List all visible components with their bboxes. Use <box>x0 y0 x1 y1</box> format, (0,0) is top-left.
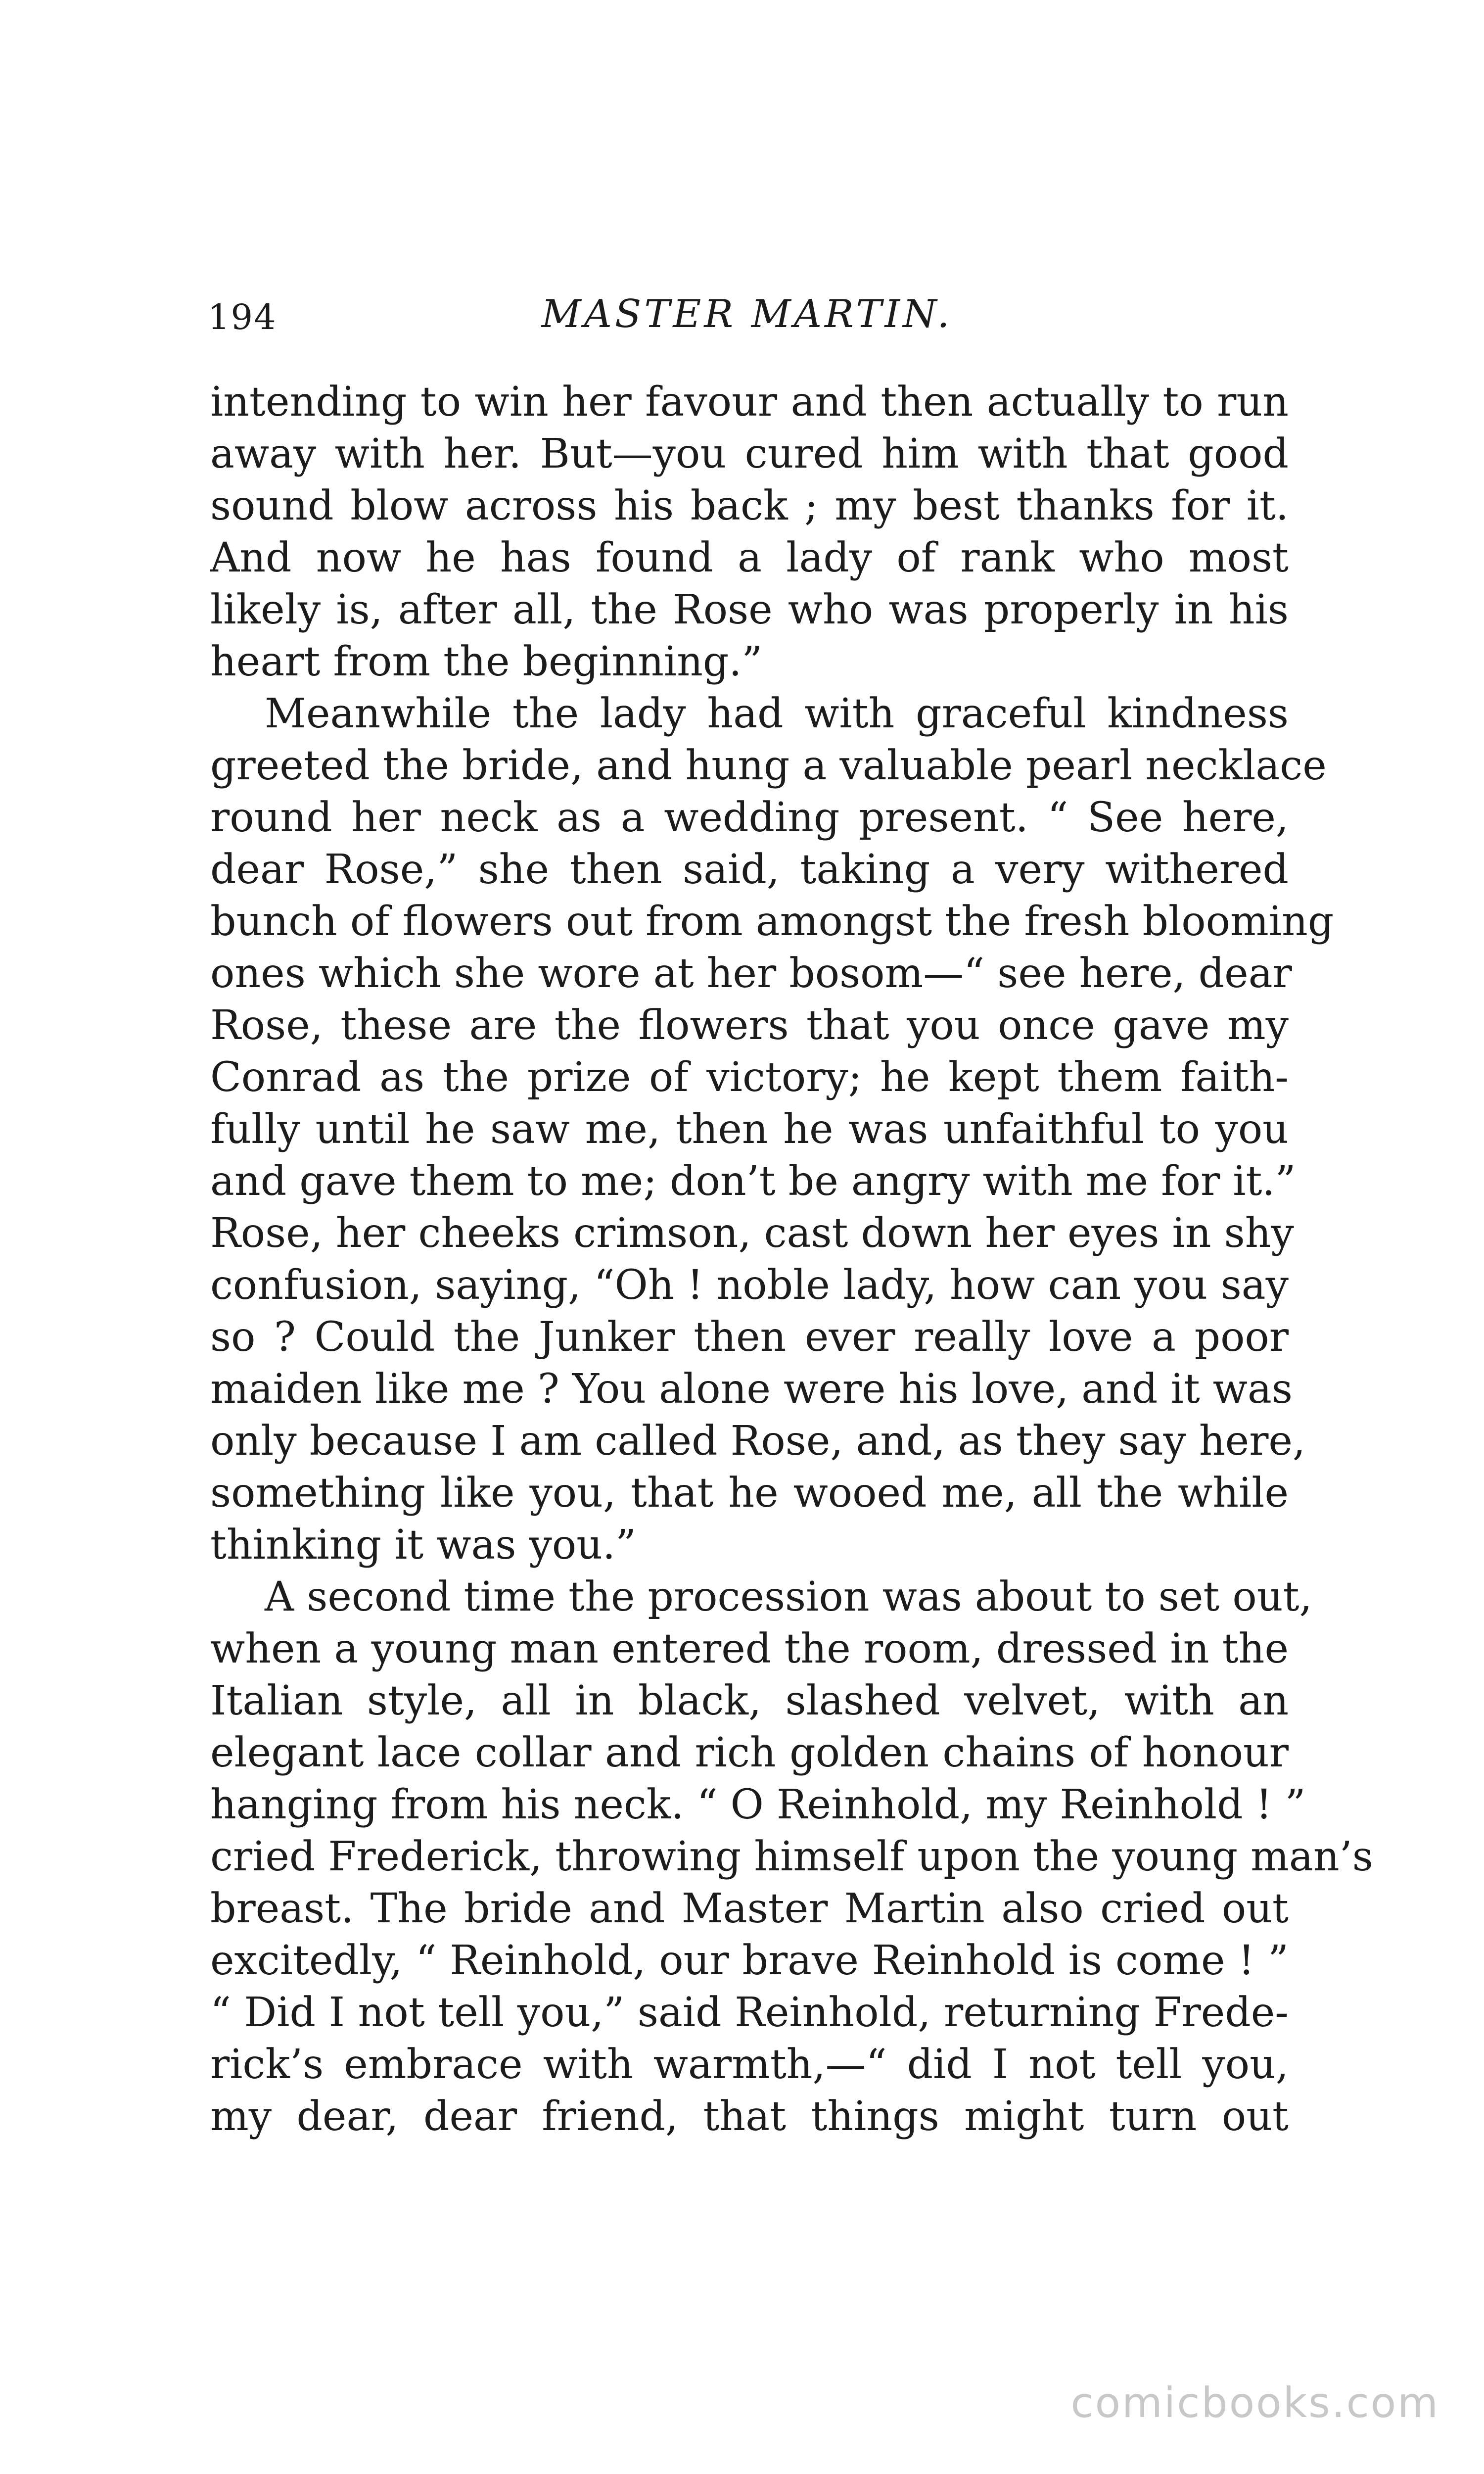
text-line: ones which she wore at her bosom—“ see here, dear <box>210 950 1292 997</box>
text-line: Rose, her cheeks crimson, cast down her eyes in shy <box>210 1210 1294 1257</box>
text-line: heart from the beginning.” <box>210 638 763 685</box>
text-line: bunch of flowers out from amongst the fresh blooming <box>210 898 1334 945</box>
page-header <box>208 292 1286 351</box>
text-line: rick’s embrace with warmth,—“ did I not tell you, <box>210 2041 1289 2088</box>
text-line: something like you, that he wooed me, all the while <box>210 1470 1289 1517</box>
text-line: cried Frederick, throwing himself upon the young man’s <box>210 1833 1373 1880</box>
text-line: likely is, after all, the Rose who was properly in his <box>210 586 1289 633</box>
text-line: Rose, these are the flowers that you once gave my <box>210 1002 1289 1049</box>
text-line: so ? Could the Junker then ever really love a poor <box>210 1314 1289 1361</box>
text-line: and gave them to me; don’t be angry with me for it.” <box>210 1158 1296 1205</box>
text-line: sound blow across his back ; my best thanks for it. <box>210 482 1289 529</box>
text-line: away with her. But—you cured him with that good <box>210 430 1289 477</box>
text-line: “ Did I not tell you,” said Reinhold, returning Frede- <box>210 1989 1289 2036</box>
text-line: confusion, saying, “Oh ! noble lady, how can you say <box>210 1262 1289 1309</box>
text-line: only because I am called Rose, and, as they say here, <box>210 1418 1305 1465</box>
text-line: round her neck as a wedding present. “ See here, <box>210 794 1289 841</box>
text-line: Meanwhile the lady had with graceful kindness <box>265 690 1289 737</box>
text-line: elegant lace collar and rich golden chains of honour <box>210 1729 1289 1776</box>
body-text <box>210 376 1373 2142</box>
text-line: when a young man entered the room, dressed in the <box>210 1625 1289 1672</box>
text-line: intending to win her favour and then actually to run <box>210 379 1289 426</box>
text-line: breast. The bride and Master Martin also cried out <box>210 1885 1289 1932</box>
text-line: hanging from his neck. “ O Reinhold, my Reinhold ! ” <box>210 1781 1306 1828</box>
text-line: fully until he saw me, then he was unfaithful to you <box>210 1106 1289 1153</box>
text-line: A second time the procession was about to set out, <box>265 1573 1312 1620</box>
text-line: Italian style, all in black, slashed velvet, with an <box>210 1677 1289 1724</box>
text-line: thinking it was you.” <box>210 1522 637 1569</box>
text-line: excitedly, “ Reinhold, our brave Reinhold is come ! ” <box>210 1937 1289 1984</box>
watermark: comicbooks.com <box>1070 2379 1439 2427</box>
text-line: greeted the bride, and hung a valuable pearl necklace <box>210 742 1327 789</box>
page-number: 194 <box>208 297 277 337</box>
running-title: MASTER MARTIN. <box>541 292 953 336</box>
text-line: And now he has found a lady of rank who most <box>210 534 1289 581</box>
text-line: dear Rose,” she then said, taking a very withered <box>210 846 1289 893</box>
text-line: maiden like me ? You alone were his love, and it was <box>210 1366 1293 1413</box>
text-line: Conrad as the prize of victory; he kept them faith- <box>210 1054 1289 1101</box>
text-line: my dear, dear friend, that things might turn out <box>210 2093 1289 2140</box>
